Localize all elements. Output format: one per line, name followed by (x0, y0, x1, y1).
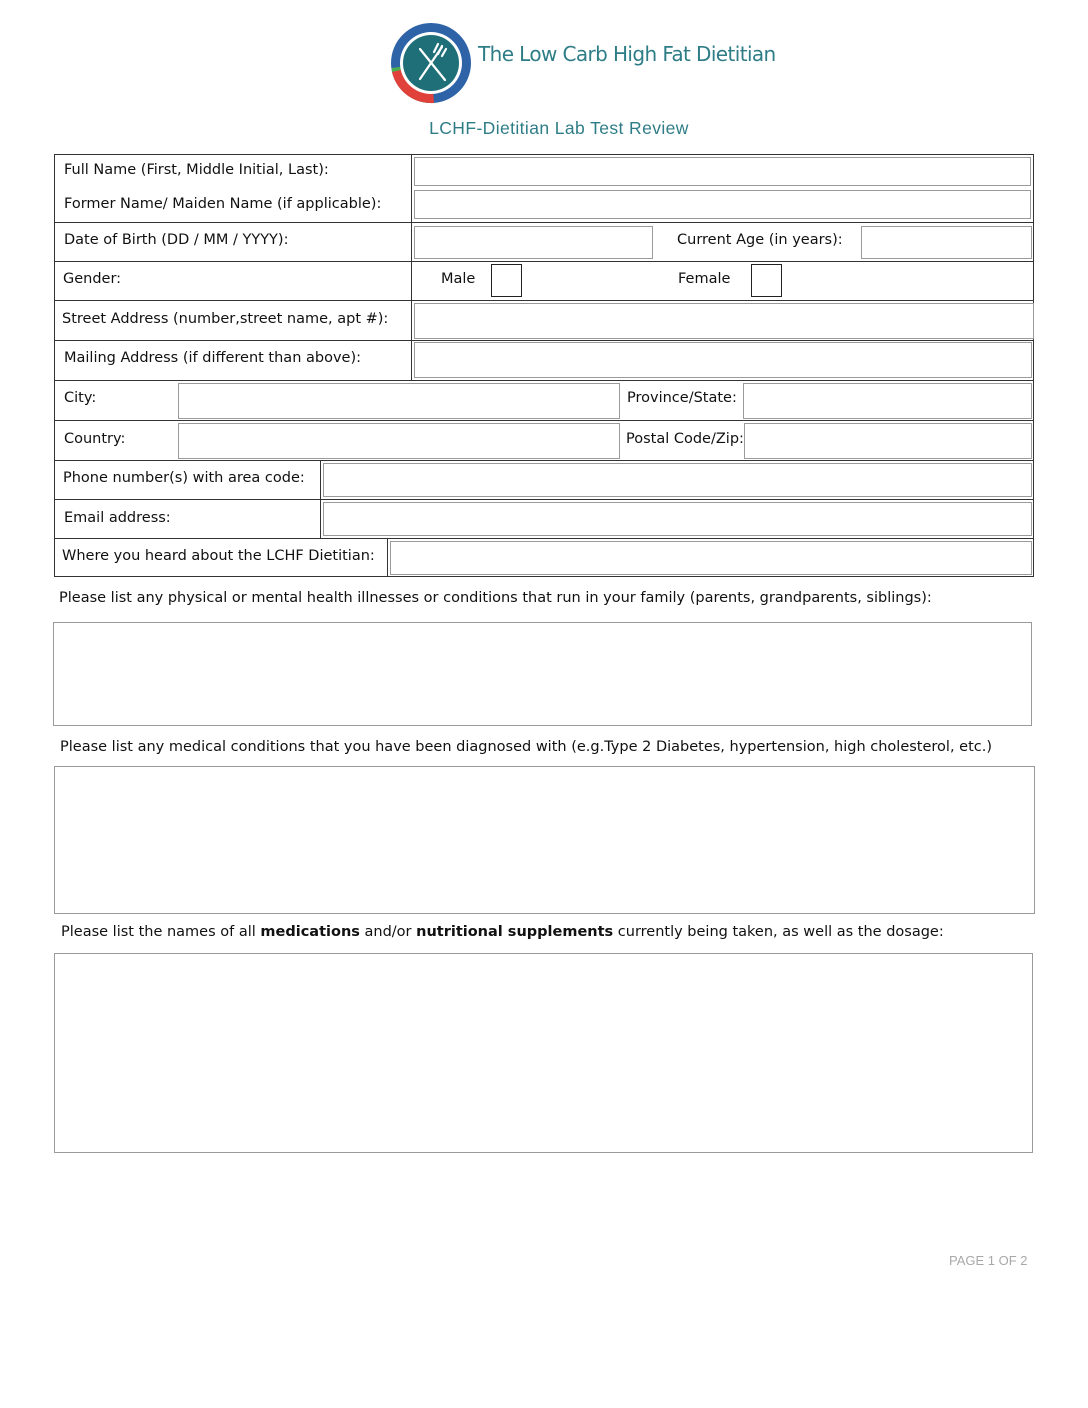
dob-label: Date of Birth (DD / MM / YYYY): (64, 232, 289, 248)
heard-input[interactable] (390, 541, 1032, 575)
current-age-input[interactable] (861, 226, 1032, 259)
former-name-label: Former Name/ Maiden Name (if applicable): (64, 196, 382, 212)
female-label: Female (678, 271, 731, 287)
full-name-input[interactable] (414, 157, 1031, 186)
phone-input[interactable] (323, 463, 1032, 497)
medications-textarea[interactable] (54, 953, 1033, 1153)
family-history-question: Please list any physical or mental health illnesses or conditions that run in your family (parents, grandparents, siblings): (59, 590, 932, 606)
heard-label: Where you heard about the LCHF Dietitian: (62, 548, 375, 564)
email-label: Email address: (64, 510, 171, 526)
postal-input[interactable] (744, 423, 1032, 459)
form-title: LCHF-Dietitian Lab Test Review (429, 118, 689, 138)
medical-conditions-textarea[interactable] (54, 766, 1035, 914)
city-input[interactable] (178, 383, 620, 419)
phone-label: Phone number(s) with area code: (63, 470, 305, 486)
street-label: Street Address (number,street name, apt #): (62, 311, 389, 327)
province-input[interactable] (743, 383, 1032, 419)
street-input[interactable] (414, 303, 1034, 339)
gender-label: Gender: (63, 271, 122, 287)
plate-fork-icon (390, 22, 472, 104)
page-number: PAGE 1 OF 2 (949, 1253, 1028, 1268)
mailing-input[interactable] (414, 342, 1032, 378)
postal-label: Postal Code/Zip: (626, 431, 744, 447)
province-label: Province/State: (627, 390, 737, 406)
medications-question: Please list the names of all medications and/or nutritional supplements currently being taken, as well as the dosage: (61, 924, 944, 940)
dob-input[interactable] (414, 226, 653, 259)
medical-conditions-question: Please list any medical conditions that you have been diagnosed with (e.g.Type 2 Diabetes, hypertension, high cholesterol, etc.) (60, 739, 993, 755)
country-input[interactable] (178, 423, 620, 459)
logo (390, 22, 472, 104)
brand-name: The Low Carb High Fat Dietitian (478, 42, 776, 66)
full-name-label: Full Name (First, Middle Initial, Last): (64, 162, 329, 178)
male-label: Male (441, 271, 476, 287)
current-age-label: Current Age (in years): (677, 232, 843, 248)
email-input[interactable] (323, 502, 1032, 536)
family-history-textarea[interactable] (53, 622, 1032, 726)
country-label: Country: (64, 431, 126, 447)
mailing-label: Mailing Address (if different than above): (64, 350, 361, 366)
city-label: City: (64, 390, 97, 406)
male-checkbox[interactable] (491, 264, 522, 297)
former-name-input[interactable] (414, 190, 1031, 219)
row-gender (54, 261, 1034, 301)
female-checkbox[interactable] (751, 264, 782, 297)
